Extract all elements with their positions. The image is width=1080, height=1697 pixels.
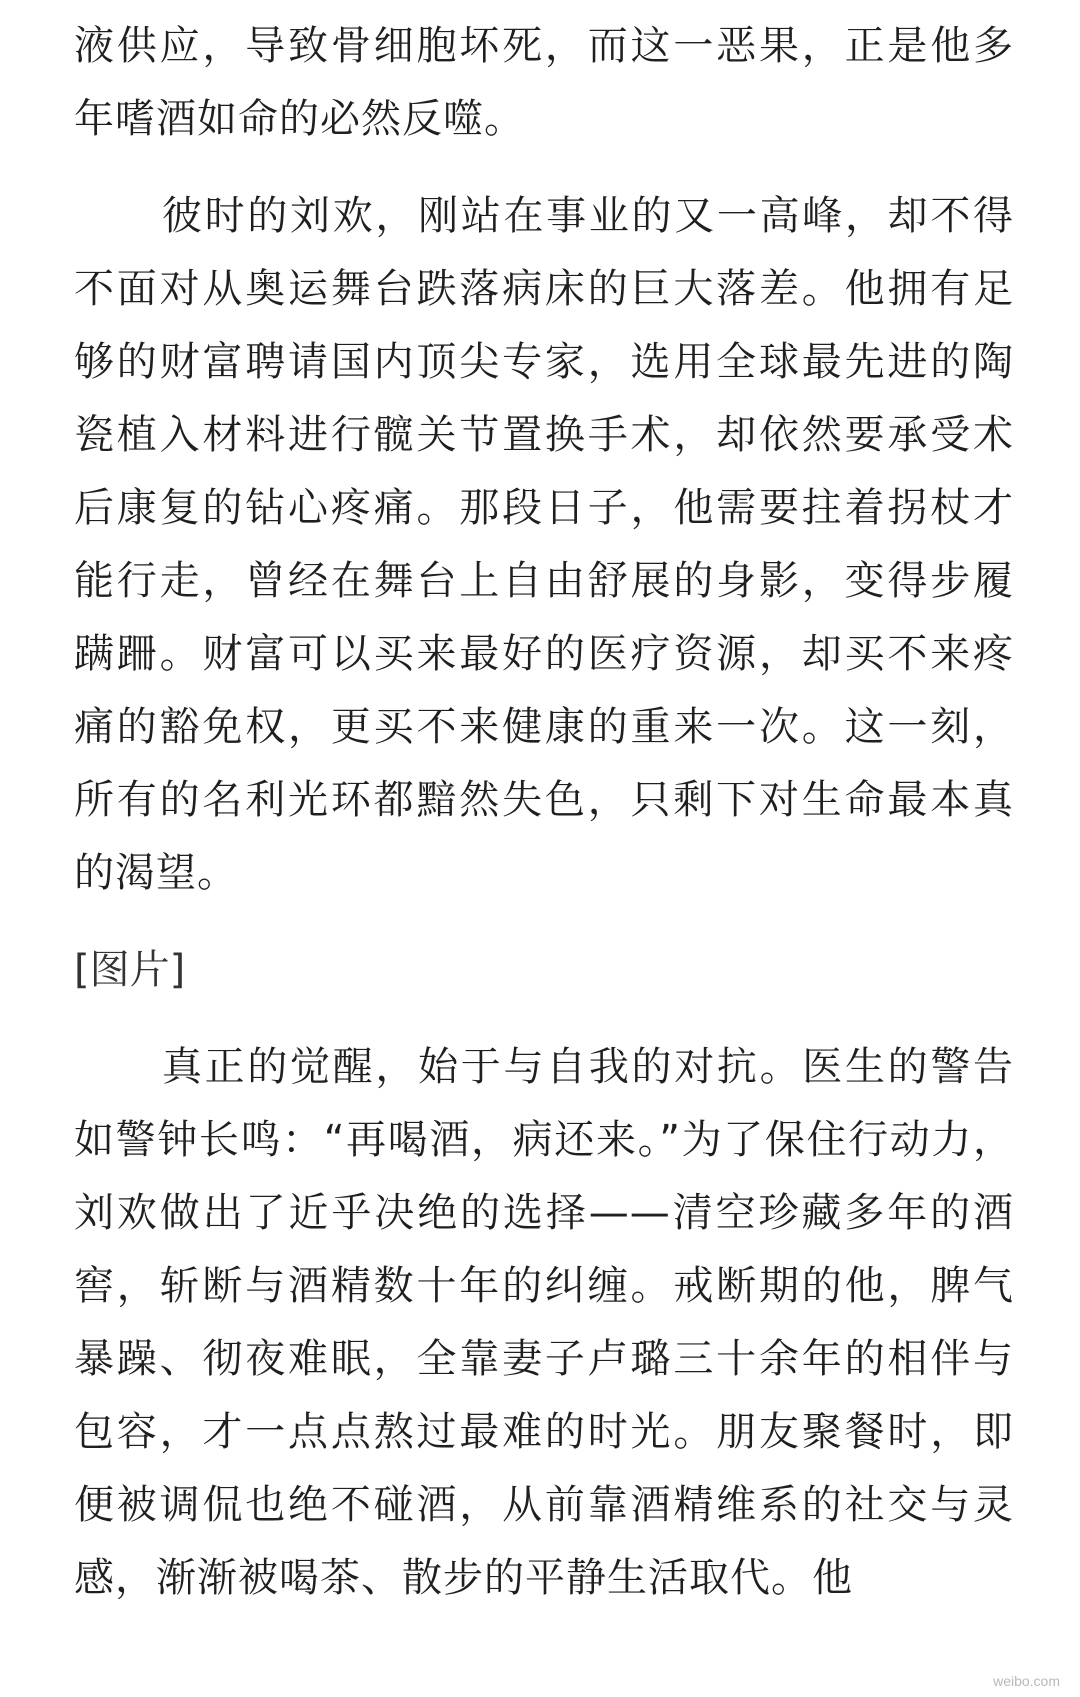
article-body — [74, 10, 1014, 1615]
image-placeholder: [图片] — [74, 947, 186, 993]
paragraph-2: 彼时的刘欢，刚站在事业的又一高峰，却不得不面对从奥运舞台跌落病床的巨大落差。他拥有足够的财富聘请国内顶尖专家，选用全球最先进的陶瓷植入材料进行髋关节置换手术，却依然要承受术后康复的钻心疼痛。那段日子，他需要拄着拐杖才能行走，曾经在舞台上自由舒展的身影，变得步履蹒跚。财富可以买来最好的医疗资源，却买不来疼痛的豁免权，更买不来健康的重来一次。这一刻，所有的名利光环都黯然失色，只剩下对生命最本真的渴望。 — [74, 193, 1014, 896]
paragraph-1: 液供应，导致骨细胞坏死，而这一恶果，正是他多年嗜酒如命的必然反噬。 — [74, 23, 1014, 142]
paragraph-3: 真正的觉醒，始于与自我的对抗。医生的警告如警钟长鸣：“再喝酒，病还来。”为了保住行动力，刘欢做出了近乎决绝的选择——清空珍藏多年的酒窖，斩断与酒精数十年的纠缠。戒断期的他，脾气暴躁、彻夜难眠，全靠妻子卢璐三十余年的相伴与包容，才一点点熬过最难的时光。朋友聚餐时，即便被调侃也绝不碰酒，从前靠酒精维系的社交与灵感，渐渐被喝茶、散步的平静生活取代。他 — [74, 1044, 1014, 1601]
watermark: weibo.com — [993, 1673, 1060, 1689]
